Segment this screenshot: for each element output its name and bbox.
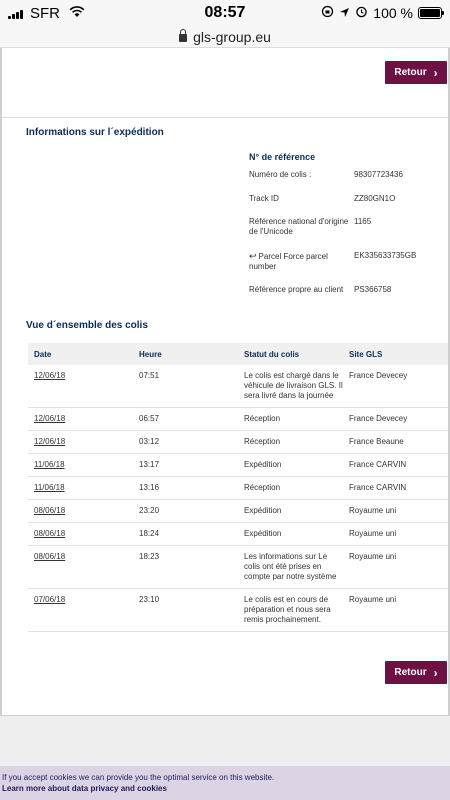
reference-label: Référence national d'origine de l'Unicode (249, 217, 349, 236)
row-date[interactable]: 12/06/18 (28, 365, 133, 408)
battery-percentage: 100 % (373, 5, 413, 21)
row-status: Expédition (238, 500, 343, 523)
panel-header-area (2, 48, 448, 118)
back-button-label: Retour (394, 67, 427, 78)
table-row (28, 365, 448, 408)
row-date[interactable]: 12/06/18 (28, 431, 133, 454)
row-status: Le colis est chargé dans le véhicule de livraison GLS. Il sera livré dans la journée (238, 365, 343, 408)
row-site: Royaume uni (343, 500, 448, 523)
table-row (28, 589, 448, 632)
reference-value: ZZ80GN1O (354, 194, 396, 203)
row-time: 03:12 (133, 431, 238, 454)
row-date[interactable]: 07/06/18 (28, 589, 133, 632)
table-row (28, 477, 448, 500)
parcel-force-icon: ↩ (249, 251, 257, 261)
row-date[interactable]: 08/06/18 (28, 546, 133, 589)
header-site: Site GLS (343, 343, 448, 365)
row-date[interactable]: 11/06/18 (28, 454, 133, 477)
row-date[interactable]: 12/06/18 (28, 408, 133, 431)
cookie-banner (0, 766, 450, 800)
alarm-icon (355, 5, 368, 21)
parcel-history-table (28, 343, 448, 632)
rotation-lock-icon (321, 5, 334, 21)
overview-title: Vue d´ensemble des colis (26, 320, 148, 331)
location-arrow-icon (339, 5, 350, 21)
row-site: France CARVIN (343, 454, 448, 477)
reference-label: Parcel Force parcel number (249, 252, 328, 271)
row-time: 18:23 (133, 546, 238, 589)
row-time: 13:16 (133, 477, 238, 500)
row-site: France CARVIN (343, 477, 448, 500)
header-heure: Heure (133, 343, 238, 365)
row-site: Royaume uni (343, 589, 448, 632)
cookie-privacy-link[interactable]: Learn more about data privacy and cookies (2, 784, 167, 793)
table-row (28, 431, 448, 454)
header-date: Date (28, 343, 133, 365)
row-date[interactable]: 11/06/18 (28, 477, 133, 500)
reference-heading: N° de référence (249, 152, 316, 162)
row-status: Réception (238, 431, 343, 454)
table-header-row (28, 343, 448, 365)
reference-value: 1165 (354, 217, 372, 226)
table-row (28, 408, 448, 431)
row-site: Royaume uni (343, 523, 448, 546)
row-site: France Devecey (343, 408, 448, 431)
header-statut: Statut du colis (238, 343, 343, 365)
row-time: 07:51 (133, 365, 238, 408)
cookie-text: If you accept cookies we can provide you the optimal service on this website. (2, 773, 275, 782)
table-row (28, 454, 448, 477)
row-time: 23:10 (133, 589, 238, 632)
table-row (28, 546, 448, 589)
reference-label: Référence propre au client (249, 285, 344, 294)
row-site: Royaume uni (343, 546, 448, 589)
battery-icon (418, 7, 442, 19)
row-site: France Beaune (343, 431, 448, 454)
row-time: 23:20 (133, 500, 238, 523)
status-time: 08:57 (204, 4, 246, 21)
reference-value: PS366758 (354, 285, 392, 294)
back-button-bottom[interactable] (385, 661, 447, 684)
row-status: Le colis est en cours de préparation et nous sera remis prochainement. (238, 589, 343, 632)
row-time: 06:57 (133, 408, 238, 431)
reference-value: 98307723436 (354, 170, 403, 179)
address-bar[interactable] (0, 28, 450, 48)
status-bar (0, 0, 450, 28)
chevron-right-icon: › (433, 665, 438, 680)
table-row (28, 523, 448, 546)
carrier-name: SFR (30, 5, 60, 22)
row-date[interactable]: 08/06/18 (28, 523, 133, 546)
chevron-right-icon: › (433, 65, 438, 80)
battery-fill (420, 9, 440, 17)
row-site: France Devecey (343, 365, 448, 408)
shipment-info-title: Informations sur l´expédition (26, 127, 164, 138)
back-button-top[interactable] (385, 61, 447, 84)
row-status: Expédition (238, 454, 343, 477)
row-time: 13:17 (133, 454, 238, 477)
url-text[interactable]: gls-group.eu (193, 29, 271, 45)
tracking-panel (0, 48, 450, 716)
row-status: Expédition (238, 523, 343, 546)
lock-icon (179, 34, 187, 42)
row-status: Réception (238, 477, 343, 500)
row-date[interactable]: 08/06/18 (28, 500, 133, 523)
table-row (28, 500, 448, 523)
back-button-label: Retour (394, 667, 427, 678)
row-status: Réception (238, 408, 343, 431)
reference-value: EK335633735GB (354, 251, 417, 260)
reference-label: Numéro de colis : (249, 170, 312, 179)
row-time: 18:24 (133, 523, 238, 546)
status-right (321, 5, 442, 21)
row-status: Les informations sur Le colis ont été prises en compte par notre système (238, 546, 343, 589)
reference-label: Track ID (249, 194, 279, 203)
